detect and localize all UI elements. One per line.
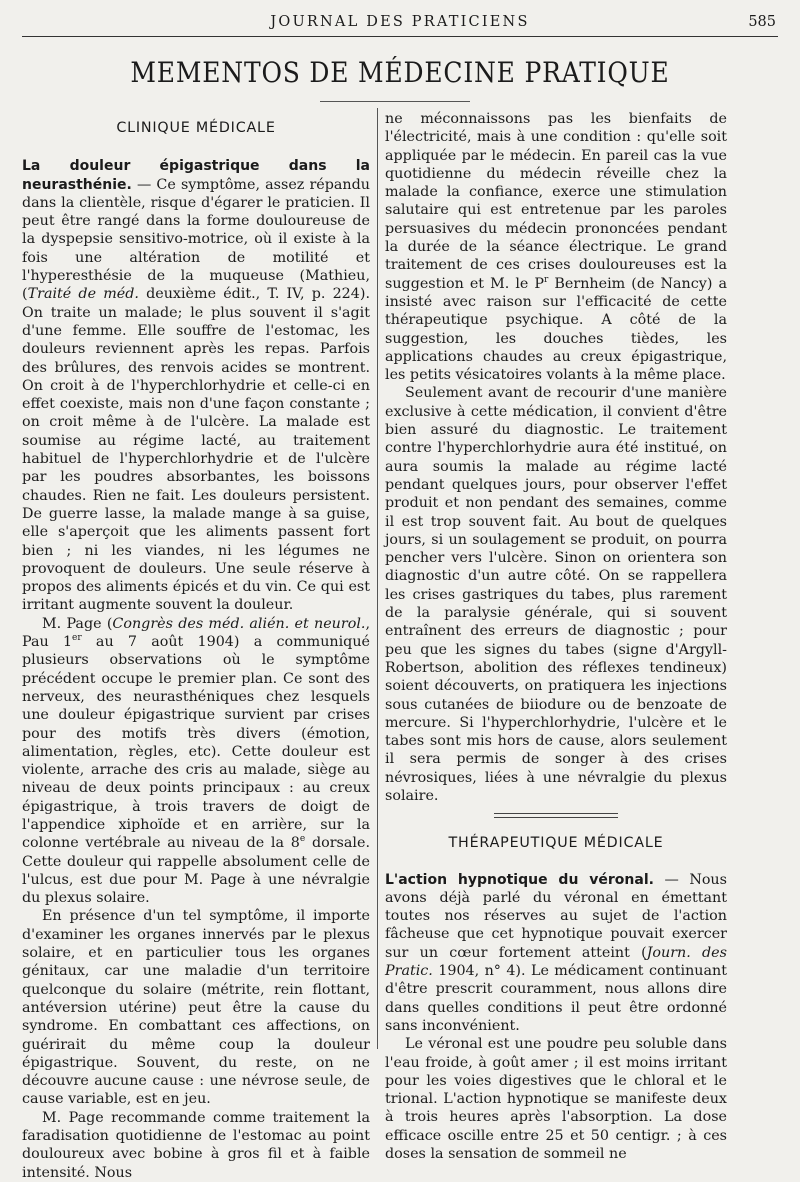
therapeutique-paragraph-1: L'action hypnotique du véronal. — Nous avons déjà parlé du véronal en émettant toutes nos réserves au sujet de l'action fâcheuse que cet hypnotique pouvait exercer sur un cœur fortement atteint (Journ. des Pratic. 1904, n° 4). Le médicament continuant d'être prescrit couramment, nous allons dire dans quelles conditions il peut être ordonné sans inconvénient. bbox=[385, 871, 727, 1034]
article-title-veronal: L'action hypnotique du véronal. bbox=[385, 871, 654, 888]
clinique-paragraph-1: La douleur épigastrique dans la neurasthénie. — Ce symptôme, assez répandu dans la clientèle, risque d'égarer le praticien. Il peut être rangé dans la forme douloureuse de la dyspepsie sensitivo-motrice, où il existe à la fois une altération de motilité et l'hyperesthésie de la muqueuse (Mathieu, (Traité de méd. deuxième édit., T. IV, p. 224). On traite un malade; le plus souvent il s'agit d'une femme. Elle souffre de l'estomac, les douleurs reviennent après les repas. Parfois des brûlures, des renvois acides se montrent. On croit à de l'hyperchlorhydrie et celle-ci en effet coexiste, mais non d'une façon constante ; on croit même à de l'ulcère. La malade est soumise au régime lacté, au traitement habituel de l'hyperchlorhydrie et de l'ulcère par les poudres absorbantes, les boissons chaudes. Rien ne fait. Les douleurs persistent. De guerre lasse, la malade mange à sa guise, elle s'aperçoit que les aliments passent fort bien ; ni les viandes, ni les légumes ne provoquent de douleurs. Une seule réserve à propos des aliments épicés et du vin. Ce qui est irritant augmente souvent la douleur. bbox=[22, 158, 370, 614]
article-title-douleur: La douleur épigastrique dans la neurasthénie. bbox=[22, 158, 370, 193]
page-number: 585 bbox=[748, 14, 776, 30]
column-divider bbox=[377, 108, 378, 1049]
title-rule bbox=[320, 101, 470, 102]
clinique-paragraph-4: M. Page recommande comme traitement la faradisation quotidienne de l'estomac au point douloureux avec bobine à gros fil et à faible intensité. Nous bbox=[22, 1109, 370, 1181]
section-heading-clinique: CLINIQUE MÉDICALE bbox=[116, 120, 276, 136]
clinique-paragraph-6: Seulement avant de recourir d'une manière exclusive à cette médication, il convient d'être bien assuré du diagnostic. Le traitement contre l'hyperchlorhydrie aura été institué, on aura soumis la malade au régime lacté pendant quelques jours, pour observer l'effet produit et non pendant des semaines, comme il est trop souvent fait. Au bout de quelques jours, si un soulagement se produit, on pourra pencher vers l'ulcère. Sinon on orientera son diagnostic d'un autre côté. On se rappellera les crises gastriques du tabes, plus rarement de la paralysie générale, qui si souvent entraînent des erreurs de diagnostic ; pour peu que les signes du tabes (signe d'Argyll-Robertson, abolition des réflexes tendineux) soient découverts, on pratiquera les injections sous cutanées de biiodure ou de benzoate de mercure. Si l'hyperchlorhydrie, l'ulcère et le tabes sont mis hors de cause, alors seulement il sera permis de songer à des crises névrosiques, liées à une névralgie du plexus solaire. bbox=[385, 385, 727, 804]
clinique-paragraph-2: M. Page (Congrès des méd. alién. et neurol., Pau 1er au 7 août 1904) a communiqué plusieurs observations où le symptôme précédent occupe le premier plan. Ce sont des nerveux, des neurasthéniques chez lesquels une douleur épigastrique survient par crises pour des motifs très divers (émotion, alimentation, règles, etc). Cette douleur est violente, arrache des cris au malade, siège au niveau de deux points principaux : au creux épigastrique, à trois travers de doigt de l'appendice xiphoïde et en arrière, sur la colonne vertébrale au niveau de la 8e dorsale. Cette douleur qui rappelle absolument celle de l'ulcus, est due pour M. Page à une névralgie du plexus solaire. bbox=[22, 615, 371, 907]
section-separator bbox=[494, 813, 618, 818]
section-heading-therapeutique: THÉRAPEUTIQUE MÉDICALE bbox=[448, 835, 664, 852]
running-header bbox=[22, 10, 778, 37]
therapeutique-paragraph-2: Le véronal est une poudre peu soluble dans l'eau froide, à goût amer ; il est moins irritant pour les voies digestives que le chloral et le trional. L'action hypnotique se manifeste deux à trois heures après l'absorption. La dose efficace oscille entre 25 et 50 centigr. ; à ces doses la sensation de sommeil ne bbox=[385, 1036, 727, 1163]
left-column bbox=[22, 107, 370, 1182]
right-column bbox=[385, 110, 727, 1163]
page-title: MEMENTOS DE MÉDECINE PRATIQUE bbox=[130, 56, 670, 89]
running-title: JOURNAL DES PRATICIENS bbox=[270, 14, 530, 30]
clinique-paragraph-5: ne méconnaissons pas les bienfaits de l'électricité, mais à une condition : qu'elle soit appliquée par le médecin. En pareil cas la vue quotidienne du médecin réveille chez la malade la confiance, exerce une stimulation salutaire qui est entretenue par les paroles persuasives du médecin prononcées pendant la durée de la séance électrique. Le grand traitement de ces crises douloureuses est la suggestion et M. le $P^r$ Bernheim (de Nancy) a insisté avec raison sur l'efficacité de cette thérapeutique psychique. A côté de la suggestion, les douches tièdes, les applications chaudes au creux épigastrique, les petits vésicatoires volants à la même place. bbox=[385, 111, 727, 384]
clinique-paragraph-3: En présence d'un tel symptôme, il importe d'examiner les organes innervés par le plexus solaire, et en particulier tous les organes génitaux, car une maladie d'un territoire quelconque du solaire (métrite, rein flottant, antéversion utérine) peut être la cause du syndrome. En combattant ces affections, on guérirait du même coup la douleur épigastrique. Souvent, du reste, on ne découvre aucune cause : une névrose seule, de cause variable, est en jeu. bbox=[22, 908, 370, 1108]
